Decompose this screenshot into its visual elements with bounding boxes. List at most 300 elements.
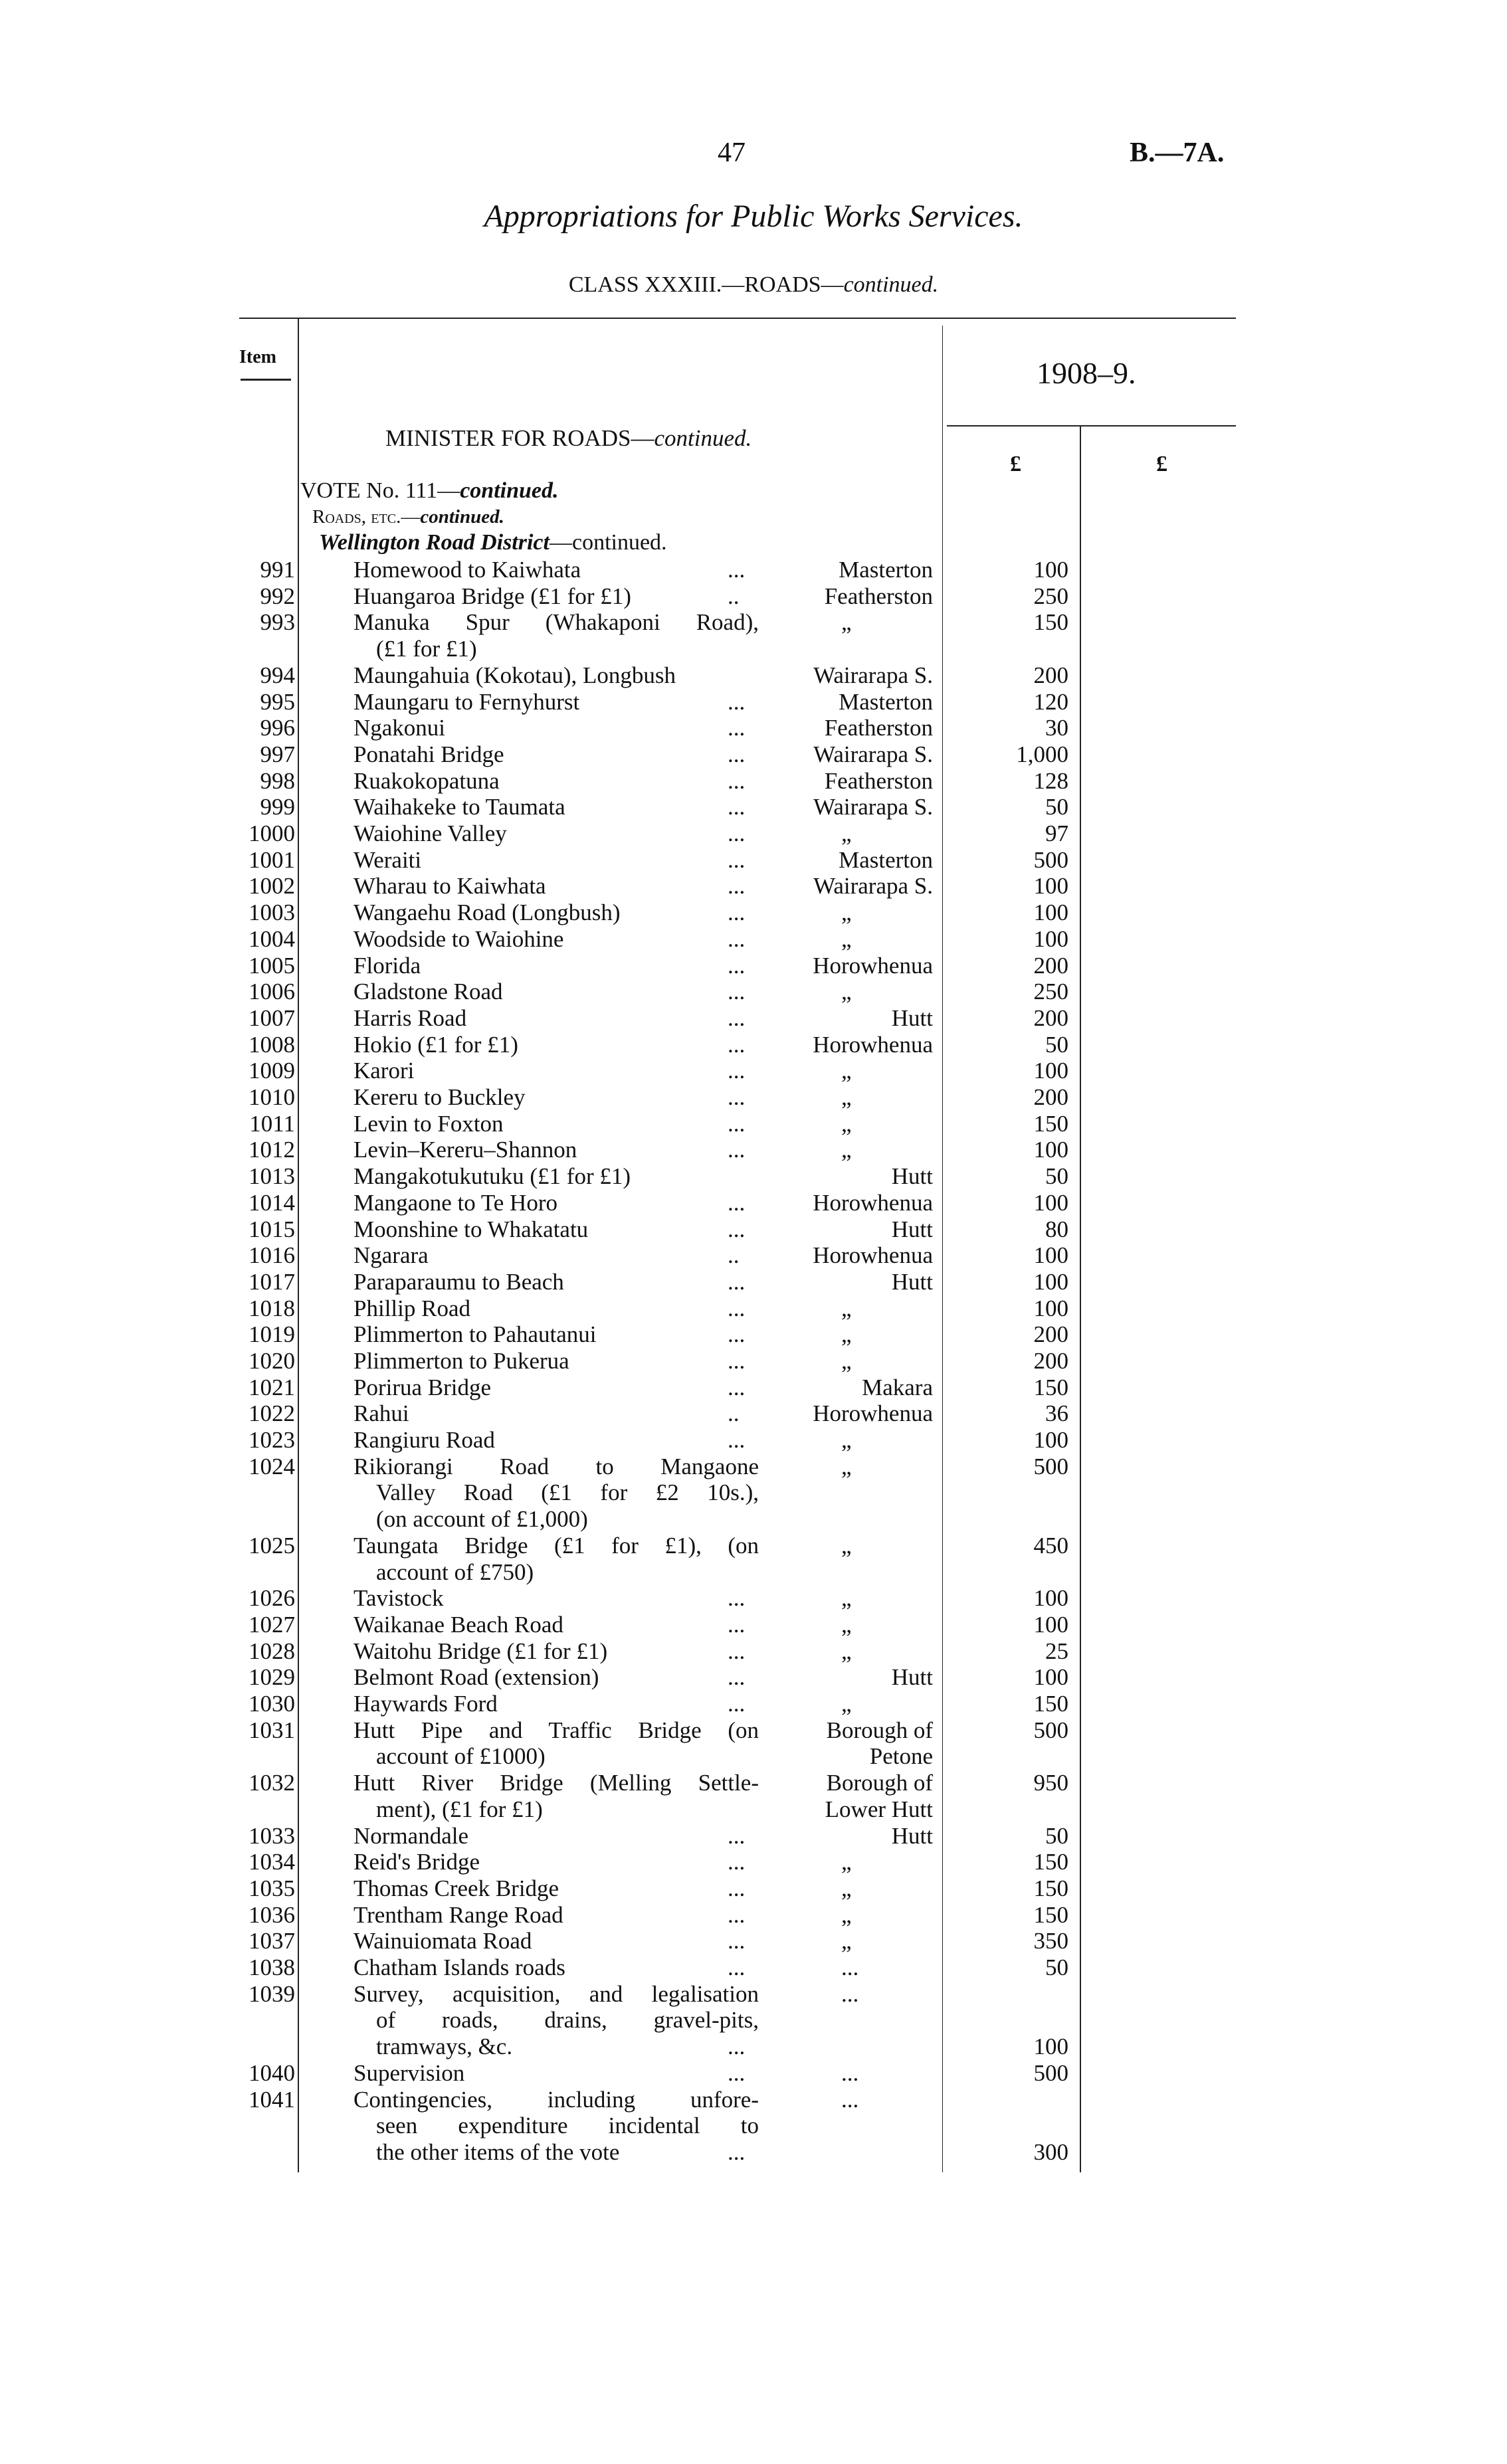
table-row	[0, 1638, 1507, 1665]
district-heading-text: Wellington Road District	[319, 530, 550, 555]
item-locality: Hutt	[891, 1268, 933, 1295]
item-description: Taungata Bridge (£1 for £1), (on	[353, 1532, 759, 1559]
item-description: Ngarara	[353, 1242, 429, 1269]
district-heading-suffix: —continued.	[549, 530, 667, 555]
leader-dots: ...	[728, 1137, 746, 1163]
leader-dots: ...	[728, 1295, 746, 1321]
item-locality: „	[841, 1585, 852, 1612]
item-number: 1026	[249, 1585, 295, 1612]
table-row	[0, 2086, 1507, 2165]
table-row	[0, 1005, 1507, 1032]
page-number: 47	[718, 138, 746, 168]
item-locality: „	[841, 1612, 852, 1638]
leader-dots: ...	[728, 688, 746, 715]
roads-heading-text: Roads, etc.—	[312, 506, 421, 527]
table-row	[0, 1111, 1507, 1137]
item-number: 995	[260, 688, 295, 715]
item-number: 1015	[249, 1216, 295, 1242]
item-description: Levin to Foxton	[353, 1110, 504, 1137]
vote-heading-suffix: continued.	[460, 478, 559, 503]
leader-dots: ...	[728, 557, 746, 583]
table-row	[0, 794, 1507, 820]
item-number: 1021	[249, 1374, 295, 1400]
leader-dots: ...	[728, 1321, 746, 1348]
minister-heading-text: MINISTER FOR ROADS—	[385, 425, 654, 451]
item-amount: 80	[1045, 1216, 1068, 1242]
item-locality: Horowhenua	[813, 1400, 933, 1427]
leader-dots: ...	[728, 1954, 746, 1981]
item-amount: 100	[1033, 557, 1068, 583]
item-description: ment), (£1 for £1)	[376, 1796, 543, 1822]
item-locality: Lower Hutt	[825, 1796, 933, 1822]
item-locality: „	[841, 609, 852, 636]
item-locality: Wairarapa S.	[813, 662, 933, 688]
item-description: Survey, acquisition, and legalisation	[353, 1980, 759, 2007]
item-amount: 500	[1033, 846, 1068, 873]
item-amount: 100	[1033, 1295, 1068, 1321]
item-description: Ponatahi Bridge	[353, 741, 504, 767]
item-amount: 200	[1033, 662, 1068, 688]
table-row	[0, 1242, 1507, 1269]
class-title	[0, 272, 1507, 298]
item-amount: 100	[1033, 1427, 1068, 1454]
item-description: Manuka Spur (Whakaponi Road),	[353, 609, 759, 636]
item-locality: Makara	[862, 1374, 933, 1400]
table-row	[0, 979, 1507, 1005]
item-amount: 128	[1033, 767, 1068, 794]
leader-dots: ...	[728, 952, 746, 979]
leader-dots: ...	[728, 846, 746, 873]
item-number: 1038	[249, 1954, 295, 1981]
item-amount: 50	[1045, 1163, 1068, 1190]
leader-dots: ...	[728, 1638, 746, 1664]
year-column-header: 1908–9.	[1037, 356, 1136, 390]
item-description: Thomas Creek Bridge	[353, 1875, 559, 1901]
item-description: Harris Road	[353, 1004, 467, 1031]
table-row	[0, 1163, 1507, 1190]
item-number: 993	[260, 609, 295, 636]
item-amount: 200	[1033, 952, 1068, 979]
item-locality: ...	[841, 1980, 859, 2007]
item-description: Supervision	[353, 2059, 465, 2086]
leader-dots: ...	[728, 1189, 746, 1216]
item-amount: 25	[1045, 1638, 1068, 1664]
item-amount: 200	[1033, 1084, 1068, 1110]
leader-dots: ...	[728, 794, 746, 820]
item-number: 1034	[249, 1849, 295, 1875]
item-column-header: Item	[239, 347, 276, 367]
table-row	[0, 900, 1507, 926]
page-title: Appropriations for Public Works Services.	[484, 199, 1023, 234]
item-locality: „	[841, 979, 852, 1005]
roads-heading	[312, 506, 504, 528]
item-locality: ...	[841, 1954, 859, 1981]
table-row	[0, 1849, 1507, 1875]
item-number: 994	[260, 662, 295, 688]
item-amount: 100	[1033, 2034, 1068, 2060]
item-locality: „	[841, 1901, 852, 1928]
table-row	[0, 1032, 1507, 1058]
item-number: 992	[260, 583, 295, 609]
item-locality: Borough of	[826, 1717, 933, 1743]
item-description: Mangakotukutuku (£1 for £1)	[353, 1163, 631, 1190]
item-locality: Hutt	[891, 1664, 933, 1691]
item-locality: Hutt	[891, 1216, 933, 1242]
leader-dots: ..	[728, 1242, 740, 1269]
class-title-prefix: CLASS XXXIII.—ROADS—	[568, 272, 844, 297]
item-locality: „	[841, 1295, 852, 1321]
item-number: 996	[260, 715, 295, 741]
table-row	[0, 768, 1507, 795]
item-locality: „	[841, 1849, 852, 1875]
leader-dots: ...	[728, 1664, 746, 1691]
leader-dots: ...	[728, 1585, 746, 1612]
item-amount: 150	[1033, 1875, 1068, 1901]
item-amount: 300	[1033, 2138, 1068, 2165]
table-row	[0, 1295, 1507, 1322]
table-row	[0, 1058, 1507, 1084]
item-locality: Horowhenua	[813, 1242, 933, 1269]
leader-dots: ...	[728, 2138, 746, 2165]
item-description: Waiohine Valley	[353, 820, 507, 846]
item-amount: 100	[1033, 1585, 1068, 1612]
item-locality: Masterton	[839, 688, 933, 715]
leader-dots: ...	[728, 1875, 746, 1901]
item-description: account of £1000)	[376, 1743, 546, 1770]
item-amount: 500	[1033, 1453, 1068, 1479]
leader-dots: ...	[728, 1427, 746, 1454]
item-description: Hokio (£1 for £1)	[353, 1031, 518, 1058]
item-locality: ...	[841, 2086, 859, 2113]
leader-dots: ...	[728, 1822, 746, 1849]
item-description: Ruakokopatuna	[353, 767, 500, 794]
leader-dots: ...	[728, 979, 746, 1005]
item-amount: 200	[1033, 1321, 1068, 1348]
item-description: Waikanae Beach Road	[353, 1612, 563, 1638]
item-description: Woodside to Waiohine	[353, 925, 564, 952]
item-number: 1012	[249, 1137, 295, 1163]
item-description: Homewood to Kaiwhata	[353, 557, 581, 583]
leader-dots: ...	[728, 1216, 746, 1242]
leader-dots: ...	[728, 1928, 746, 1954]
leader-dots: ...	[728, 1110, 746, 1137]
item-number: 1040	[249, 2059, 295, 2086]
item-locality: „	[841, 820, 852, 846]
item-locality: „	[841, 1928, 852, 1954]
item-number: 999	[260, 794, 295, 820]
leader-dots: ...	[728, 1691, 746, 1717]
item-locality: „	[841, 1427, 852, 1454]
item-locality: Hutt	[891, 1004, 933, 1031]
item-description: Rahui	[353, 1400, 409, 1427]
leader-dots: ...	[728, 900, 746, 926]
item-amount: 50	[1045, 794, 1068, 820]
leader-dots: ...	[728, 2034, 746, 2060]
item-number: 1030	[249, 1691, 295, 1717]
item-amount: 150	[1033, 609, 1068, 636]
item-locality: Featherston	[824, 767, 933, 794]
table-row	[0, 847, 1507, 874]
item-number: 1000	[249, 820, 295, 846]
item-description: Karori	[353, 1058, 415, 1084]
table-row	[0, 609, 1507, 662]
item-locality: Petone	[869, 1743, 933, 1770]
item-number: 1009	[249, 1058, 295, 1084]
item-number: 1013	[249, 1163, 295, 1190]
item-number: 1005	[249, 952, 295, 979]
item-number: 998	[260, 767, 295, 794]
item-description: Porirua Bridge	[353, 1374, 492, 1400]
item-description: Valley Road (£1 for £2 10s.),	[376, 1479, 759, 1506]
table-row	[0, 926, 1507, 953]
item-description: Maungahuia (Kokotau), Longbush	[353, 662, 676, 688]
currency-header-2: £	[1156, 452, 1167, 476]
item-description: Wangaehu Road (Longbush)	[353, 900, 621, 926]
item-locality: „	[841, 1638, 852, 1664]
item-amount: 250	[1033, 583, 1068, 609]
item-amount: 36	[1045, 1400, 1068, 1427]
leader-dots: ...	[728, 1004, 746, 1031]
item-number: 1029	[249, 1664, 295, 1691]
item-amount: 120	[1033, 688, 1068, 715]
leader-dots: ...	[728, 2059, 746, 2086]
item-amount: 50	[1045, 1031, 1068, 1058]
table-row	[0, 873, 1507, 900]
item-locality: Featherston	[824, 715, 933, 741]
minister-heading	[385, 425, 752, 452]
item-amount: 200	[1033, 1004, 1068, 1031]
leader-dots: ...	[728, 1058, 746, 1084]
table-row	[0, 1980, 1507, 2060]
leader-dots: ...	[728, 741, 746, 767]
leader-dots: ..	[728, 1400, 740, 1427]
item-description: account of £750)	[376, 1559, 534, 1585]
item-locality: Wairarapa S.	[813, 741, 933, 767]
table-row	[0, 1585, 1507, 1612]
table-row	[0, 557, 1507, 583]
table-row	[0, 1928, 1507, 1954]
table-row	[0, 820, 1507, 847]
item-locality: Wairarapa S.	[813, 794, 933, 820]
item-amount: 250	[1033, 979, 1068, 1005]
table-row	[0, 583, 1507, 610]
table-row	[0, 1348, 1507, 1374]
item-description: the other items of the vote	[376, 2138, 620, 2165]
item-amount: 500	[1033, 1717, 1068, 1743]
table-row	[0, 1875, 1507, 1902]
minister-heading-suffix: continued.	[654, 425, 752, 451]
item-description: Wharau to Kaiwhata	[353, 873, 546, 900]
item-amount: 500	[1033, 2059, 1068, 2086]
table-row	[0, 1400, 1507, 1427]
item-amount: 150	[1033, 1110, 1068, 1137]
item-description: Trentham Range Road	[353, 1901, 563, 1928]
item-locality: „	[841, 1321, 852, 1348]
item-description: Hutt River Bridge (Melling Settle-	[353, 1770, 759, 1796]
table-row	[0, 1532, 1507, 1585]
item-amount: 200	[1033, 1348, 1068, 1374]
roads-heading-suffix: continued.	[420, 506, 504, 527]
item-number: 1032	[249, 1770, 295, 1796]
table-row	[0, 1823, 1507, 1849]
item-number: 1007	[249, 1004, 295, 1031]
item-amount: 150	[1033, 1901, 1068, 1928]
item-description: (on account of £1,000)	[376, 1506, 588, 1533]
item-amount: 100	[1033, 925, 1068, 952]
leader-dots: ...	[728, 1612, 746, 1638]
district-heading	[319, 530, 667, 555]
item-amount: 100	[1033, 1242, 1068, 1269]
item-description: Mangaone to Te Horo	[353, 1189, 557, 1216]
leader-dots: ...	[728, 767, 746, 794]
leader-dots: ...	[728, 873, 746, 900]
item-description: Levin–Kereru–Shannon	[353, 1137, 577, 1163]
item-description: Plimmerton to Pukerua	[353, 1348, 569, 1374]
item-number: 997	[260, 741, 295, 767]
item-description: Normandale	[353, 1822, 468, 1849]
item-number: 1035	[249, 1875, 295, 1901]
item-locality: Featherston	[824, 583, 933, 609]
item-description: Gladstone Road	[353, 979, 503, 1005]
item-locality: „	[841, 925, 852, 952]
table-row	[0, 662, 1507, 689]
item-locality: „	[841, 1084, 852, 1110]
item-description: Waitohu Bridge (£1 for £1)	[353, 1638, 608, 1664]
item-locality: Hutt	[891, 1822, 933, 1849]
item-amount: 100	[1033, 1664, 1068, 1691]
item-amount: 100	[1033, 873, 1068, 900]
item-description: Waihakeke to Taumata	[353, 794, 565, 820]
item-locality: „	[841, 1691, 852, 1717]
item-description: (£1 for £1)	[376, 636, 477, 662]
item-number: 991	[260, 557, 295, 583]
item-amount: 100	[1033, 1268, 1068, 1295]
item-number: 1002	[249, 873, 295, 900]
item-number: 1028	[249, 1638, 295, 1664]
leader-dots: ...	[728, 1374, 746, 1400]
class-title-suffix: continued.	[843, 272, 939, 297]
item-number: 1037	[249, 1928, 295, 1954]
item-description: Reid's Bridge	[353, 1849, 480, 1875]
item-description: Paraparaumu to Beach	[353, 1268, 564, 1295]
table-row	[0, 1717, 1507, 1770]
item-amount: 350	[1033, 1928, 1068, 1954]
item-number: 1036	[249, 1901, 295, 1928]
table-row	[0, 1664, 1507, 1691]
item-locality: „	[841, 1453, 852, 1479]
item-description: Hutt Pipe and Traffic Bridge (on	[353, 1717, 759, 1743]
item-description: Rangiuru Road	[353, 1427, 495, 1454]
leader-dots: ...	[728, 1849, 746, 1875]
leader-dots: ...	[728, 820, 746, 846]
item-number: 1019	[249, 1321, 295, 1348]
item-locality: „	[841, 1058, 852, 1084]
item-number: 1001	[249, 846, 295, 873]
item-amount: 100	[1033, 1189, 1068, 1216]
year-rule	[947, 425, 1236, 426]
item-description: Plimmerton to Pahautanui	[353, 1321, 597, 1348]
table-row	[0, 1691, 1507, 1717]
item-locality: ...	[841, 2059, 859, 2086]
item-number: 1011	[249, 1110, 295, 1137]
item-locality: Hutt	[891, 1163, 933, 1190]
table-row	[0, 1321, 1507, 1348]
item-amount: 100	[1033, 900, 1068, 926]
item-number: 1031	[249, 1717, 295, 1743]
item-description: Haywards Ford	[353, 1691, 498, 1717]
leader-dots: ...	[728, 1031, 746, 1058]
item-locality: „	[841, 1110, 852, 1137]
table-row	[0, 1216, 1507, 1243]
item-description: Chatham Islands roads	[353, 1954, 565, 1981]
item-number: 1027	[249, 1612, 295, 1638]
item-amount: 30	[1045, 715, 1068, 741]
table-row	[0, 1427, 1507, 1454]
item-description: Weraiti	[353, 846, 422, 873]
item-number: 1022	[249, 1400, 295, 1427]
item-number: 1003	[249, 900, 295, 926]
item-amount: 450	[1033, 1532, 1068, 1559]
table-row	[0, 953, 1507, 979]
item-amount: 150	[1033, 1691, 1068, 1717]
item-locality: Horowhenua	[813, 1189, 933, 1216]
item-amount: 150	[1033, 1849, 1068, 1875]
leader-dots: ...	[728, 715, 746, 741]
item-locality: Masterton	[839, 557, 933, 583]
item-description: Ngakonui	[353, 715, 446, 741]
item-amount: 1,000	[1016, 741, 1068, 767]
item-locality: „	[841, 1532, 852, 1559]
vote-heading-text: VOTE No. 111—	[300, 478, 460, 503]
item-amount: 950	[1033, 1770, 1068, 1796]
table-row	[0, 1902, 1507, 1929]
leader-dots: ...	[728, 1268, 746, 1295]
item-number: 1006	[249, 979, 295, 1005]
item-number: 1033	[249, 1822, 295, 1849]
item-number: 1023	[249, 1427, 295, 1454]
leader-dots: ...	[728, 925, 746, 952]
item-number: 1017	[249, 1268, 295, 1295]
item-description: Wainuiomata Road	[353, 1928, 532, 1954]
item-locality: Borough of	[826, 1770, 933, 1796]
item-locality: Horowhenua	[813, 1031, 933, 1058]
currency-header-1: £	[1010, 452, 1021, 476]
table-row	[0, 1770, 1507, 1822]
item-description: Maungaru to Fernyhurst	[353, 688, 580, 715]
item-description: Belmont Road (extension)	[353, 1664, 599, 1691]
item-amount: 97	[1045, 820, 1068, 846]
table-row	[0, 1190, 1507, 1216]
item-description: of roads, drains, gravel-pits,	[376, 2007, 759, 2034]
item-number: 1018	[249, 1295, 295, 1321]
item-number: 1010	[249, 1084, 295, 1110]
table-row	[0, 1084, 1507, 1111]
item-description: seen expenditure incidental to	[376, 2113, 759, 2139]
leader-dots: ...	[728, 1901, 746, 1928]
item-locality: „	[841, 900, 852, 926]
top-rule	[239, 318, 1236, 319]
item-amount: 50	[1045, 1822, 1068, 1849]
item-locality: Masterton	[839, 846, 933, 873]
item-amount: 100	[1033, 1137, 1068, 1163]
leader-dots: ..	[728, 583, 740, 609]
item-number: 1004	[249, 925, 295, 952]
item-number: 1041	[249, 2086, 295, 2113]
table-row	[0, 1612, 1507, 1638]
item-number: 1008	[249, 1031, 295, 1058]
item-locality: „	[841, 1875, 852, 1901]
table-row	[0, 1137, 1507, 1163]
